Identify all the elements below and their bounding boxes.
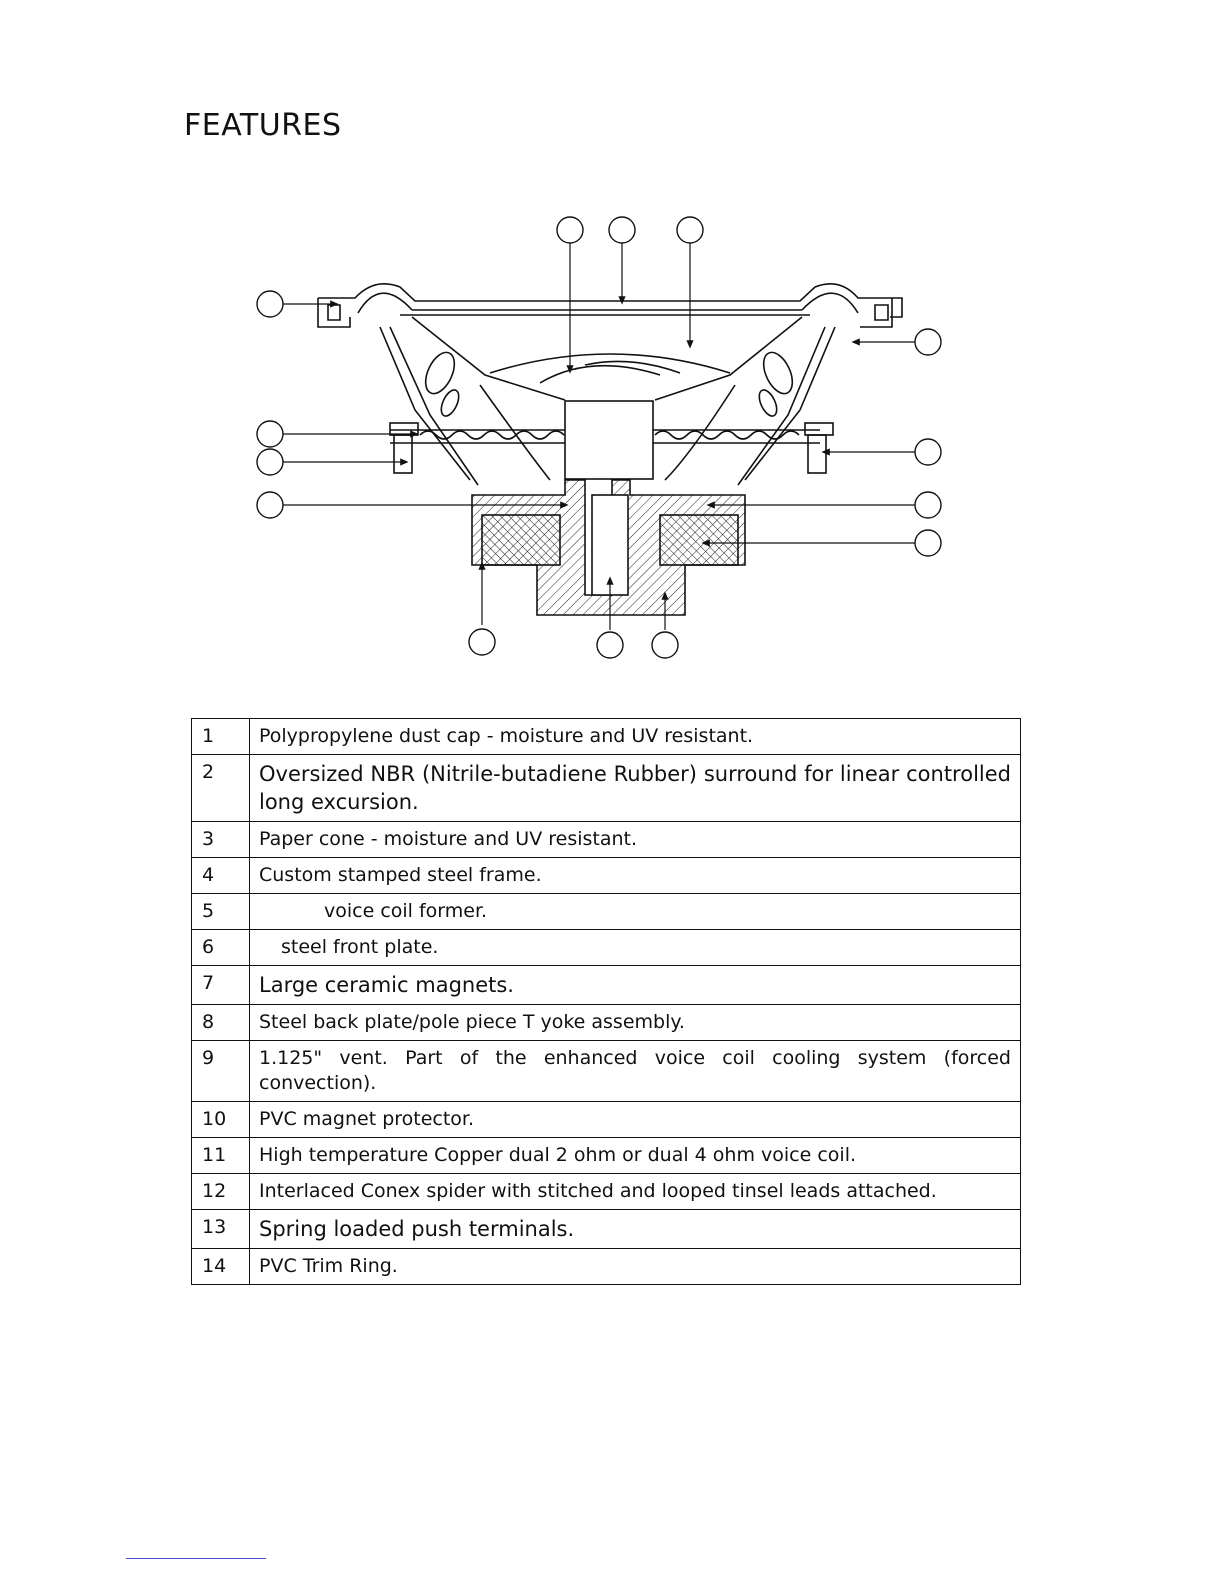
table-row xyxy=(192,1249,1021,1285)
features-table xyxy=(191,718,1021,1285)
feature-description: Paper cone - moisture and UV resistant. xyxy=(250,822,1021,858)
callout-circle xyxy=(915,439,941,465)
feature-number: 3 xyxy=(192,822,250,858)
callout-circle xyxy=(257,492,283,518)
feature-description: Interlaced Conex spider with stitched and looped tinsel leads attached. xyxy=(250,1174,1021,1210)
features-table-body xyxy=(192,719,1021,1285)
table-row xyxy=(192,1041,1021,1102)
table-row xyxy=(192,719,1021,755)
feature-number: 14 xyxy=(192,1249,250,1285)
feature-description: Spring loaded push terminals. xyxy=(250,1210,1021,1249)
table-row xyxy=(192,1138,1021,1174)
page-title: FEATURES xyxy=(184,108,342,143)
table-row xyxy=(192,822,1021,858)
feature-number: 1 xyxy=(192,719,250,755)
callout-circle xyxy=(557,217,583,243)
callout-circle xyxy=(652,632,678,658)
table-row xyxy=(192,930,1021,966)
table-row xyxy=(192,966,1021,1005)
feature-number: 10 xyxy=(192,1102,250,1138)
callout-circle xyxy=(469,629,495,655)
feature-number: 11 xyxy=(192,1138,250,1174)
speaker-cross-section-diagram xyxy=(240,205,970,675)
feature-description: Oversized NBR (Nitrile-butadiene Rubber) surround for linear controlled long excursion. xyxy=(250,755,1021,822)
table-row xyxy=(192,858,1021,894)
callout-circle xyxy=(597,632,623,658)
feature-number: 2 xyxy=(192,755,250,822)
callout-circle xyxy=(915,329,941,355)
feature-number: 7 xyxy=(192,966,250,1005)
table-row xyxy=(192,755,1021,822)
feature-description: PVC magnet protector. xyxy=(250,1102,1021,1138)
table-row xyxy=(192,1174,1021,1210)
callout-circle xyxy=(257,449,283,475)
footer-rule xyxy=(126,1558,266,1559)
callout-circle xyxy=(257,291,283,317)
feature-number: 9 xyxy=(192,1041,250,1102)
callout-circle xyxy=(915,492,941,518)
feature-number: 6 xyxy=(192,930,250,966)
feature-description: steel front plate. xyxy=(250,930,1021,966)
callout-circle xyxy=(915,530,941,556)
callout-circle xyxy=(609,217,635,243)
table-row xyxy=(192,894,1021,930)
feature-number: 4 xyxy=(192,858,250,894)
feature-number: 8 xyxy=(192,1005,250,1041)
feature-number: 5 xyxy=(192,894,250,930)
feature-description: Large ceramic magnets. xyxy=(250,966,1021,1005)
feature-description: High temperature Copper dual 2 ohm or dual 4 ohm voice coil. xyxy=(250,1138,1021,1174)
table-row xyxy=(192,1210,1021,1249)
feature-description: Steel back plate/pole piece T yoke assembly. xyxy=(250,1005,1021,1041)
table-row xyxy=(192,1102,1021,1138)
feature-description: voice coil former. xyxy=(250,894,1021,930)
callout-circle xyxy=(677,217,703,243)
feature-description: PVC Trim Ring. xyxy=(250,1249,1021,1285)
feature-description: 1.125" vent. Part of the enhanced voice coil cooling system (forced convection). xyxy=(250,1041,1021,1102)
feature-number: 12 xyxy=(192,1174,250,1210)
feature-number: 13 xyxy=(192,1210,250,1249)
table-row xyxy=(192,1005,1021,1041)
feature-description: Custom stamped steel frame. xyxy=(250,858,1021,894)
callout-circle xyxy=(257,421,283,447)
feature-description: Polypropylene dust cap - moisture and UV resistant. xyxy=(250,719,1021,755)
